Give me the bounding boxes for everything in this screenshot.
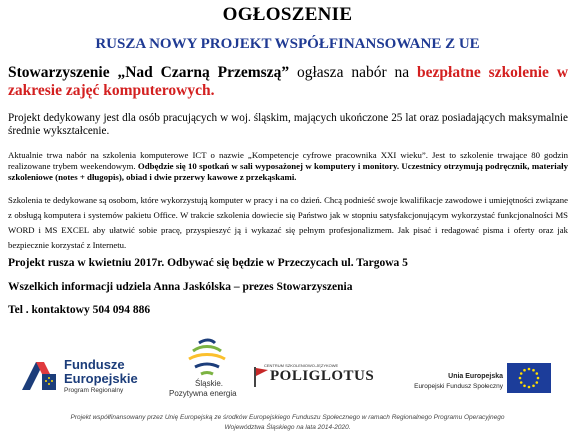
lead-paragraph — [8, 64, 568, 100]
project-start-info: Projekt rusza w kwietniu 2017r. Odbywać się będzie w Przeczycach ul. Targowa 5 — [8, 257, 408, 269]
page-subtitle: RUSZA NOWY PROJEKT WSPÓŁFINANSOWANE Z UE — [95, 36, 480, 52]
slaskie-line2: Pozytywna energia — [169, 389, 237, 398]
poliglotus-logo — [252, 363, 375, 393]
fe-line3: Program Regionalny — [64, 387, 124, 394]
eu-line2: Europejski Fundusz Społeczny — [414, 383, 503, 390]
training-description-paragraph: Szkolenia te dedykowane są osobom, które wykorzystują komputer w pracy i na co dzień. Chcą podnieść swoje kwalifikacje zawodowe i umiejętności związane z obsługą komputera i systemów pakietu Office. W trakcie szkolenia dowiecie się Państwo jak w stopniu satysfakcjonującym wykorzystać funkcjonalności MS WORD i MS EXCEL aby ułatwić sobie pracę, przyspieszyć ją i wykazać się pełnym profesjonalizmem. Jak pisać i redagować pisma i oferty oraz jak bezpiecznie korzystać z Internetu. — [8, 195, 568, 250]
training-details-bold: Odbędzie się 10 spotkań w sali wyposażonej w komputery i monitory. Uczestnicy otrzymują podręcznik, materiały szkoleniowe (notes + długopis), obiad i dwie przerwy kawowe z przekąskami. — [8, 161, 568, 182]
organization-name: Stowarzyszenie „Nad Czarną Przemszą” — [8, 64, 290, 81]
training-details-paragraph — [8, 150, 568, 183]
slaskie-logo — [165, 337, 255, 407]
slaskie-line1: Śląskie. — [195, 379, 224, 388]
eligibility-paragraph: Projekt dedykowany jest dla osób pracujących w woj. śląskim, mających ukończone 25 lat oraz posiadających maksymalnie średnie wykształcenie. — [8, 112, 568, 137]
flag-icon — [252, 365, 270, 387]
footer-line2: Województwa Śląskiego na lata 2014-2020. — [224, 424, 351, 431]
funding-footer — [0, 413, 575, 433]
fundusze-europejskie-icon — [20, 356, 60, 392]
fe-line1: Fundusze — [64, 357, 125, 372]
training-details-text: Aktualnie trwa nabór na szkolenia komputerowe ICT o nazwie „Kompetencje cyfrowe pracownika XXI wieku”. Jest to szkolenie trwające 80 godzin realizowane trybem weekendowym. — [8, 150, 568, 171]
lead-text: ogłasza nabór na — [289, 64, 418, 81]
poliglotus-tagline: CENTRUM SZKOLENIOWO-JĘZYKOWE — [264, 363, 339, 368]
poliglotus-name: POLIGLOTUS — [270, 368, 375, 384]
logo-strip — [0, 335, 575, 410]
eu-logo — [395, 363, 555, 403]
eu-flag-icon — [507, 363, 551, 393]
lead-highlight: bezpłatne szkolenie w zakresie zajęć komputerowych. — [8, 64, 569, 99]
page-title: OGŁOSZENIE — [222, 4, 353, 25]
contact-person-info: Wszelkich informacji udziela Anna Jaskólska – prezes Stowarzyszenia — [8, 281, 353, 293]
fe-line2: Europejskie — [64, 371, 138, 386]
contact-phone-info: Tel . kontaktowy 504 094 886 — [8, 304, 151, 316]
footer-line1: Projekt współfinansowany przez Unię Europejską ze środków Europejskiego Funduszu Społecznego w ramach Regionalnego Programu Operacyjnego — [70, 414, 505, 421]
fundusze-europejskie-logo — [20, 350, 140, 400]
eu-line1: Unia Europejska — [448, 373, 503, 380]
slaskie-icon — [177, 337, 237, 379]
